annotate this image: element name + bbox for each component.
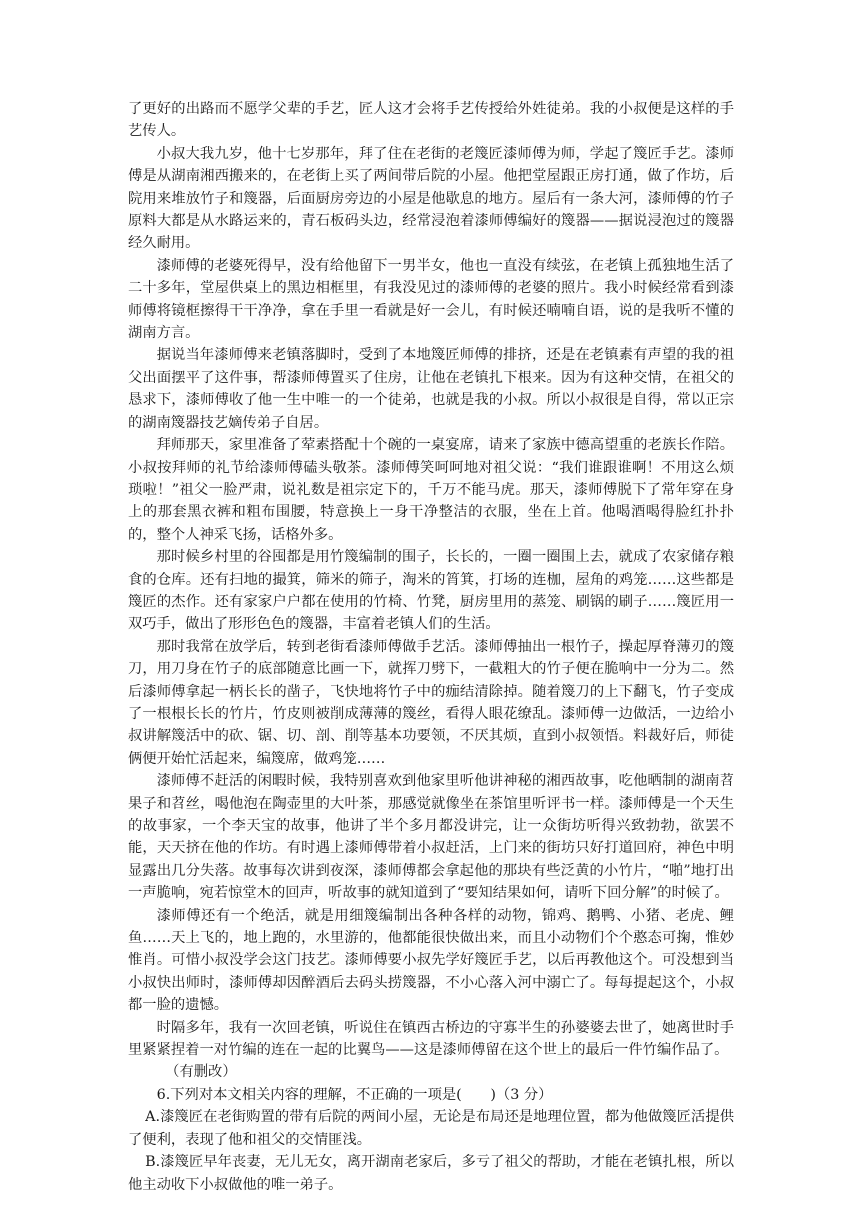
paragraph: 据说当年漆师傅来老镇落脚时，受到了本地篾匠师傅的排挤，还是在老镇素有声望的我的祖父出面摆平了这件事，帮漆师傅置买了住房，让他在老镇扎下根来。因为有这种交情，在祖父的恳求下，漆师傅收了他一生中唯一的一个徒弟，也就是我的小叔。所以小叔很是自得，常以正宗的湖南篾器技艺嫡传弟子自居。 bbox=[128, 347, 734, 431]
paragraph-continuation: 了更好的出路而不愿学父辈的手艺，匠人这才会将手艺传授给外姓徒弟。我的小叔便是这样的手艺传人。 bbox=[128, 101, 734, 140]
paragraph: 拜师那天，家里准备了荤素搭配十个碗的一桌宴席，请来了家族中德高望重的老族长作陪。小叔按拜师的礼节给漆师傅磕头敬茶。漆师傅笑呵呵地对祖父说：“我们谁跟谁啊！不用这么烦琐啦！”祖父一脸严肃，说礼数是祖宗定下的，千万不能马虎。那天，漆师傅脱下了常年穿在身上的那套黑衣裤和粗布围腰，特意换上一身干净整洁的衣服，坐在上首。他喝酒喝得脸红扑扑的，整个人神采飞扬，话格外多。 bbox=[128, 437, 734, 543]
document-page bbox=[128, 98, 734, 1196]
paragraph: 漆师傅的老婆死得早，没有给他留下一男半女，他也一直没有续弦，在老镇上孤独地生活了二十多年，堂屋供桌上的黑边相框里，有我没见过的漆师傅的老婆的照片。我小时候经常看到漆师傅将镜框擦得干干净净，拿在手里一看就是好一会儿，有时候还喃喃自语，说的是我听不懂的湖南方言。 bbox=[128, 257, 734, 342]
option-b: B.漆篾匠早年丧妻，无儿无女，离开湖南老家后，多亏了祖父的帮助，才能在老镇扎根，所以他主动收下小叔做他的唯一弟子。 bbox=[128, 1154, 734, 1193]
question-stem: 6.下列对本文相关内容的理解，不正确的一项是( )（3 分） bbox=[156, 1086, 553, 1103]
option-a: A.漆篾匠在老街购置的带有后院的两间小屋，无论是布局还是地理位置，都为他做篾匠活提供了便利，表现了他和祖父的交情匪浅。 bbox=[128, 1109, 734, 1148]
paragraph: 那时我常在放学后，转到老街看漆师傅做手艺活。漆师傅抽出一根竹子，操起厚脊薄刃的篾刀，用刀身在竹子的底部随意比画一下，就挥刀劈下，一截粗大的竹子便在脆响中一分为二。然后漆师傅拿起一柄长长的凿子，飞快地将竹子中的痂结清除掉。随着篾刀的上下翻飞，竹子变成了一根根长长的竹片，竹皮则被削成薄薄的篾丝，看得人眼花缭乱。漆师傅一边做活，一边给小叔讲解篾活中的砍、锯、切、剖、削等基本功要领，不厌其烦，直到小叔领悟。料裁好后，师徒俩便开始忙活起来，编篾席，做鸡笼…… bbox=[128, 638, 734, 767]
paragraph: 小叔大我九岁，他十七岁那年，拜了住在老街的老篾匠漆师傅为师，学起了篾匠手艺。漆师傅是从湖南湘西搬来的，在老街上买了两间带后院的小屋。他把堂屋跟正房打通，做了作坊，后院用来堆放竹子和篾器，后面厨房旁边的小屋是他歇息的地方。屋后有一条大河，漆师傅的竹子原料大都是从水路运来的，青石板码头边，经常浸泡着漆师傅编好的篾器——据说浸泡过的篾器经久耐用。 bbox=[128, 145, 734, 252]
paragraph: 漆师傅还有一个绝活，就是用细篾编制出各种各样的动物，锦鸡、鹅鸭、小猪、老虎、鲤鱼……天上飞的，地上跑的，水里游的，他都能很快做出来，而且小动物们个个憨态可掬，惟妙惟肖。可惜小叔没学会这门技艺。漆师傅要小叔先学好篾匠手艺，以后再教他这个。可没想到当小叔快出师时，漆师傅却因醉酒后去码头捞篾器，不小心落入河中溺亡了。每每提起这个，小叔都一脸的遗憾。 bbox=[128, 907, 734, 1014]
source-note: （有删改） bbox=[165, 1064, 237, 1081]
paragraph: 那时候乡村里的谷囤都是用竹篾编制的围子，长长的，一圈一圈围上去，就成了农家储存粮食的仓库。还有扫地的撮箕，筛米的筛子，淘米的筲箕，打场的连枷，屋角的鸡笼……这些都是篾匠的杰作。还有家家户户都在使用的竹椅、竹凳，厨房里用的蒸笼、刷锅的刷子……篾匠用一双巧手，做出了形形色色的篾器，丰富着老镇人们的生活。 bbox=[128, 549, 734, 633]
paragraph: 漆师傅不赶活的闲暇时候，我特别喜欢到他家里听他讲神秘的湘西故事，吃他晒制的湖南苕果子和苕丝，喝他泡在陶壶里的大叶茶，那感觉就像坐在茶馆里听评书一样。漆师傅是一个天生的故事家，一个李天宝的故事，他讲了半个多月都没讲完，让一众街坊听得兴致勃勃，欲罢不能，天天挤在他的作坊。有时遇上漆师傅带着小叔赶活，上门来的街坊只好打道回府，神色中明显露出几分失落。故事每次讲到夜深，漆师傅都会拿起他的那块有些泛黄的小竹片，“啪”地打出一声脆响，宛若惊堂木的回声，听故事的就知道到了“要知结果如何，请听下回分解”的时候了。 bbox=[128, 773, 734, 902]
paragraph: 时隔多年，我有一次回老镇，听说住在镇西古桥边的守寡半生的孙婆婆去世了，她离世时手里紧紧捏着一对竹编的连在一起的比翼鸟——这是漆师傅留在这个世上的最后一件竹编作品了。 bbox=[128, 1019, 734, 1059]
